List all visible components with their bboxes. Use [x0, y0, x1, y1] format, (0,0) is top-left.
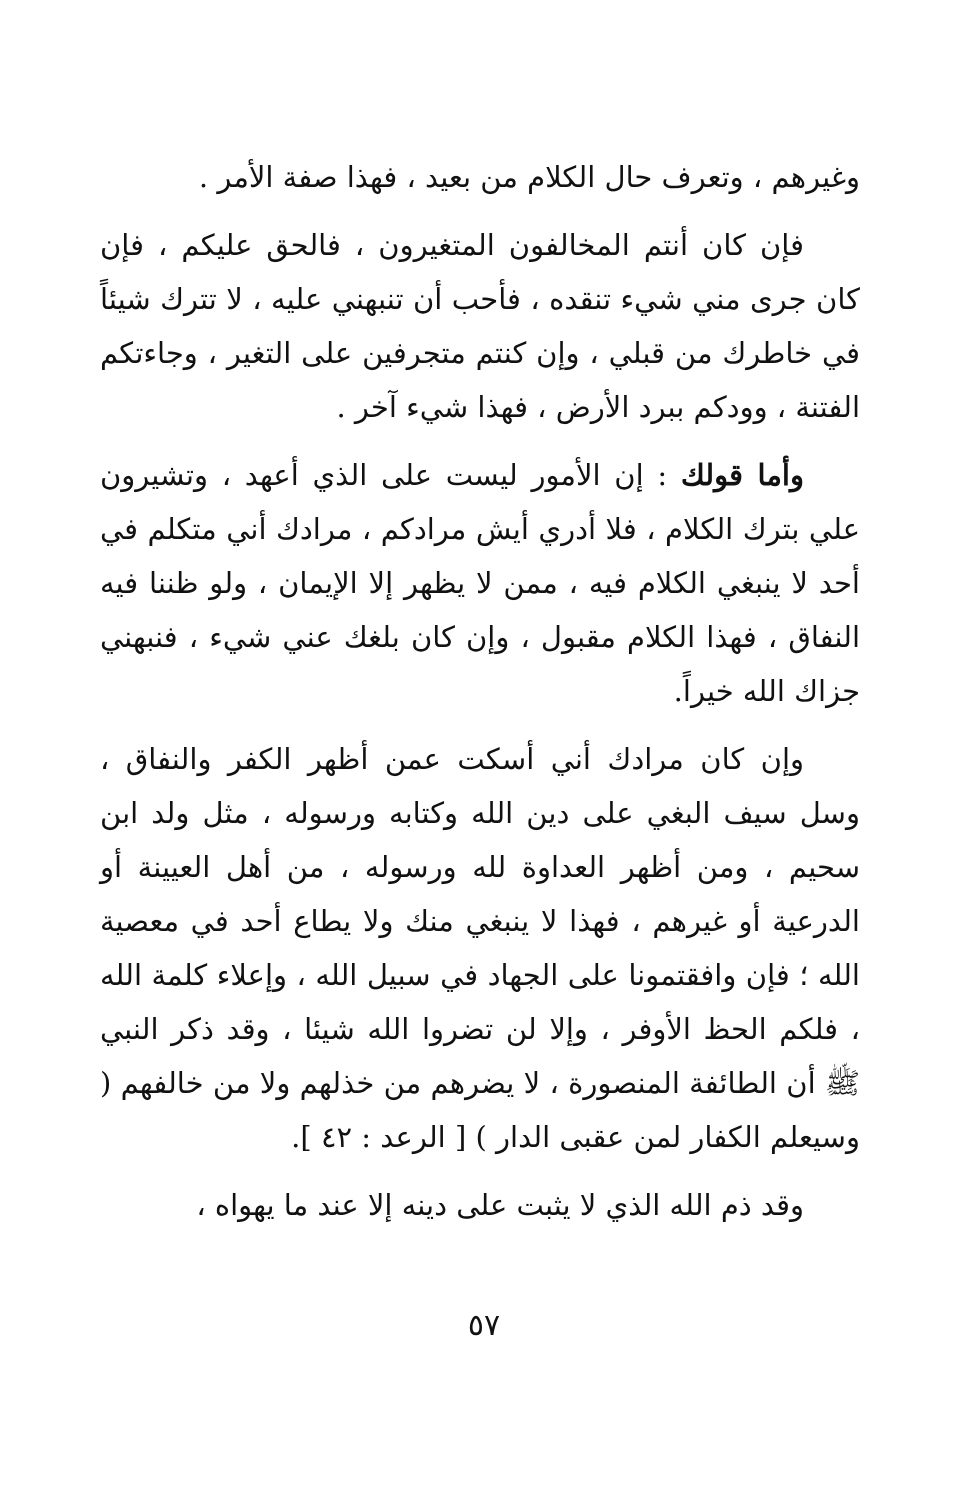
paragraph-3-lead: وأما قولك: [680, 458, 804, 492]
paragraph-1: وغيرهم ، وتعرف حال الكلام من بعيد ، فهذا صفة الأمر .: [198, 160, 860, 194]
paragraph-2: فإن كان أنتم المخالفون المتغيرون ، فالحق عليكم ، فإن كان جرى مني شيء تنقده ، فأحب أن تنبهني عليه ، لا تترك شيئاً في خاطرك من قبلي ، وإن كنتم متجرفين على التغير ، وجاءتكم الفتنة ، وودكم ببرد الأرض ، فهذا شيء آخر .: [100, 228, 860, 424]
page-body: [100, 150, 860, 1246]
paragraph-5: وقد ذم الله الذي لا يثبت على دينه إلا عند ما يهواه ،: [196, 1188, 804, 1222]
paragraph-4: وإن كان مرادك أني أسكت عمن أظهر الكفر والنفاق ، وسل سيف البغي على دين الله وكتابه ورسوله ، مثل ولد ابن سحيم ، ومن أظهر العداوة لله ورسوله ، من أهل العيينة أو الدرعية أو غيرهم ، فهذا لا ينبغي منك ولا يطاع أحد في معصية الله ؛ فإن وافقتمونا على الجهاد في سبيل الله ، وإعلاء كلمة الله ، فلكم الحظ الأوفر ، وإلا لن تضروا الله شيئا ، وقد ذكر النبي ﷺ أن الطائفة المنصورة ، لا يضرهم من خذلهم ولا من خالفهم ( وسيعلم الكفار لمن عقبى الدار ) [ الرعد : ٤٢ ].: [100, 742, 860, 1154]
paragraph-3: [100, 448, 860, 718]
page-number: ٥٧: [467, 1308, 501, 1343]
paragraph-3-text: : إن الأمور ليست على الذي أعهد ، وتشيرون علي بترك الكلام ، فلا أدري أيش مرادكم ، مرادك أني متكلم في أحد لا ينبغي الكلام فيه ، ممن لا يظهر إلا الإيمان ، ولو ظننا فيه النفاق ، فهذا الكلام مقبول ، وإن كان بلغك عني شيء ، فنبهني جزاك الله خيراً.: [100, 458, 860, 708]
